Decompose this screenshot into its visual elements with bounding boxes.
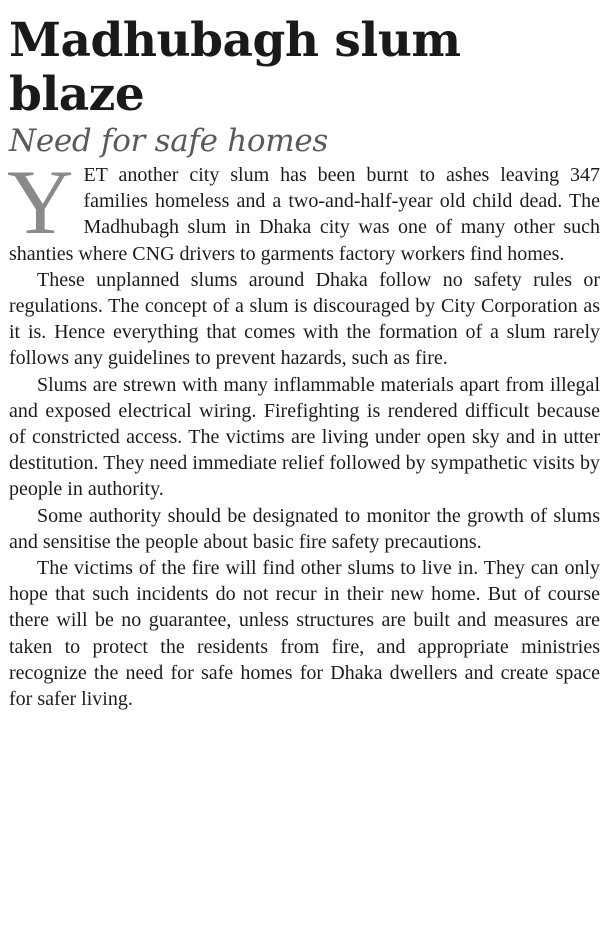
paragraph-4: Some authority should be designated to monitor the growth of slums and sensitise the people about basic fire safety precautions. — [9, 504, 600, 553]
subheadline: Need for safe homes — [9, 123, 328, 159]
paragraph-3: Slums are strewn with many inflammable materials apart from illegal and exposed electrical wiring. Firefighting is rendered difficult because of constricted access. The victims are living under open sky and in utter destitution. They need immediate relief followed by sympathetic visits by people in authority. — [9, 373, 600, 501]
drop-cap: Y — [7, 151, 74, 253]
paragraph-1 — [7, 151, 600, 267]
paragraph-2: These unplanned slums around Dhaka follow no safety rules or regulations. The concept of a slum is discouraged by City Corporation as it is. Hence everything that comes with the formation of a slum rarely follows any guidelines to prevent hazards, such as fire. — [9, 268, 600, 370]
paragraph-5: The victims of the fire will find other slums to live in. They can only hope that such incidents do not recur in their new home. But of course there will be no guarantee, unless structures are built and measures are taken to protect the residents from fire, and appropriate ministries recognize the need for safe homes for Dhaka dwellers and create space for safer living. — [9, 557, 600, 711]
headline: Madhubagh slum blaze — [9, 13, 461, 122]
paragraph-1-text: ET another city slum has been burnt to ashes leaving 347 families homeless and a two-and-half-year old child dead. The Madhubagh slum in Dhaka city was one of many other such shanties where CNG drivers to garments factory workers find homes. — [9, 164, 600, 265]
article-body — [7, 151, 600, 712]
